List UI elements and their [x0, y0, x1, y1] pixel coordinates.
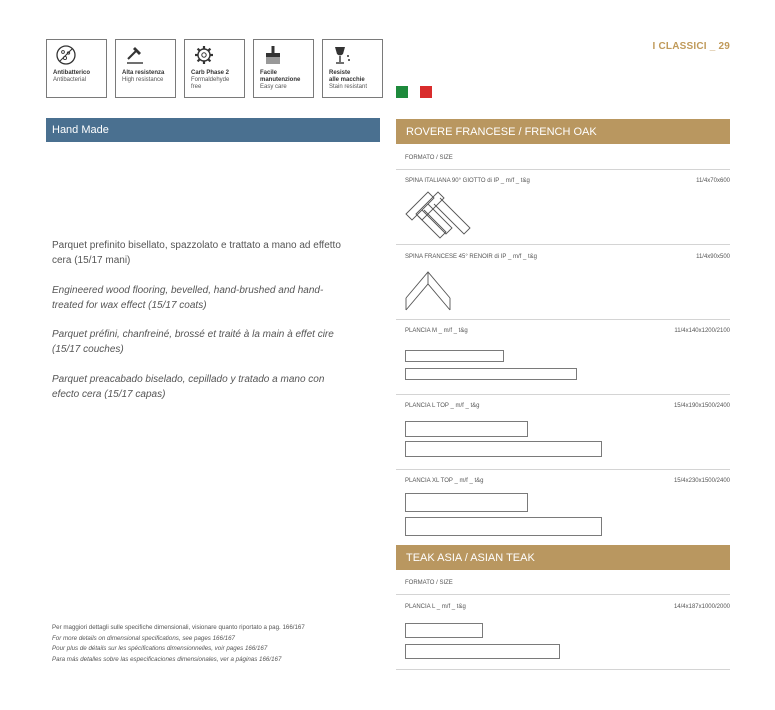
divider [396, 594, 730, 595]
footnote [52, 623, 382, 665]
footnote-it: Per maggiori dettagli sulle specifiche dimensionali, visionare quanto riportato a pag. 166/167 [52, 624, 305, 631]
features-row [46, 39, 383, 98]
feature-stain-resistant [322, 39, 383, 98]
feature-subtitle: Formaldehyde free [191, 77, 230, 90]
size-subheader: FORMATO / SIZE [405, 155, 453, 161]
flag-red [420, 86, 432, 98]
product-size: 11/4x90x500 [696, 254, 730, 260]
divider [396, 319, 730, 320]
feature-title: Antibatterico [53, 70, 91, 76]
divider [396, 244, 730, 245]
plank-diagram-short [405, 421, 528, 437]
feature-subtitle: Stain resistant [329, 84, 368, 90]
plank-diagram-long [405, 517, 602, 536]
plank-diagram-long [405, 441, 602, 457]
product-name: PLANCIA L _ m/f _ t&g [405, 604, 466, 610]
herringbone-90-diagram [404, 188, 476, 240]
hand-made-banner: Hand Made [46, 118, 380, 142]
plank-diagram-short [405, 350, 504, 362]
product-size: 15/4x230x1500/2400 [673, 478, 730, 484]
antibacterial-icon [55, 44, 77, 66]
product-name: SPINA FRANCESE 45° RENOIR di IP _ m/f _ t&g [405, 254, 537, 260]
plank-diagram-short [405, 623, 483, 638]
feature-carb-phase [184, 39, 245, 98]
footnote-es: Para más detalles sobre las especificaciones dimensionales, ver a páginas 166/167 [52, 655, 282, 663]
feature-easy-care [253, 39, 314, 98]
feature-high-resistance [115, 39, 176, 98]
product-name: PLANCIA L TOP _ m/f _ t&g [405, 403, 480, 409]
description-fr: Parquet préfini, chanfreiné, brossé et traité à la main à effet cire (15/17 couches) [52, 329, 334, 355]
feature-antibacterial [46, 39, 107, 98]
plank-diagram-short [405, 493, 528, 512]
section-asian-teak-banner: TEAK ASIA / ASIAN TEAK [396, 545, 730, 570]
product-name: SPINA ITALIANA 90° GIOTTO di IP _ m/f _ t&g [405, 178, 530, 184]
page-label: I CLASSICI _ 29 [652, 41, 730, 52]
description-en: Engineered wood flooring, bevelled, hand-brushed and hand-treated for wax effect (15/17 coats) [52, 285, 324, 311]
divider [396, 669, 730, 670]
size-subheader: FORMATO / SIZE [405, 580, 453, 586]
product-size: 11/4x140x1200/2100 [674, 328, 730, 334]
feature-subtitle: High resistance [122, 77, 164, 83]
product-size: 11/4x70x600 [696, 178, 730, 184]
gear-icon [193, 44, 215, 66]
description-it: Parquet prefinito bisellato, spazzolato e trattato a mano ad effetto cera (15/17 mani) [52, 240, 341, 266]
divider [396, 394, 730, 395]
plank-diagram-long [405, 644, 560, 659]
description-es: Parquet preacabado biselado, cepillado y tratado a mano con efecto cera (15/17 capas) [52, 374, 325, 400]
product-name: PLANCIA M _ m/f _ t&g [405, 328, 468, 334]
footnote-fr: Pour plus de détails sur les spécifications dimensionnelles, voir pages 166/167 [52, 645, 268, 652]
feature-title: Alta resistenza [122, 70, 165, 76]
divider [396, 469, 730, 470]
hammer-icon [124, 44, 146, 66]
feature-subtitle: Easy care [260, 84, 287, 90]
wine-glass-icon [331, 44, 353, 66]
plank-diagram-long [405, 368, 577, 380]
footnote-en: For more details on dimensional specifications, see pages 166/167 [52, 634, 235, 642]
section-french-oak-banner: ROVERE FRANCESE / FRENCH OAK [396, 119, 730, 144]
feature-title: Facile manutenzione [260, 70, 301, 83]
brush-icon [262, 44, 284, 66]
divider [396, 169, 730, 170]
herringbone-45-diagram [404, 268, 454, 314]
flag-green [396, 86, 408, 98]
product-size: 14/4x187x1000/2000 [673, 604, 730, 610]
feature-subtitle: Antibacterial [53, 77, 87, 83]
product-size: 15/4x190x1500/2400 [673, 403, 730, 409]
product-name: PLANCIA XL TOP _ m/f _ t&g [405, 478, 484, 484]
feature-title: Resiste alle macchie [329, 70, 365, 83]
feature-title: Carb Phase 2 [191, 70, 230, 76]
